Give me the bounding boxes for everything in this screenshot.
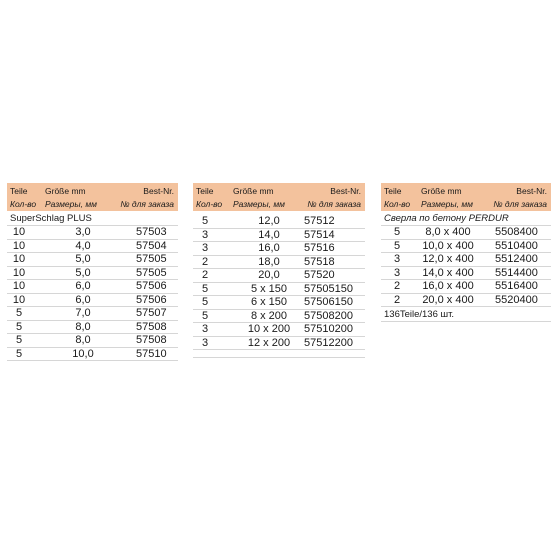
table-end-rule <box>193 350 365 358</box>
cell-size: 12 x 200 <box>247 336 291 349</box>
cell-qty: 10 <box>12 253 26 265</box>
table-3 <box>381 183 551 322</box>
header-size-de: Größe mm <box>233 186 274 196</box>
cell-article: 57505150 <box>304 282 353 295</box>
cell-article: 57507 <box>136 307 167 319</box>
header-art-ru: № для заказа <box>120 199 174 209</box>
cell-size: 18,0 <box>258 255 280 268</box>
header-size-ru: Размеры, мм <box>45 199 97 209</box>
cell-size: 16,0 <box>258 242 280 254</box>
cell-article: 57518 <box>304 255 335 268</box>
header-size-de: Größe mm <box>45 186 86 196</box>
cell-qty: 10 <box>12 226 26 238</box>
header-qty-de: Teile <box>196 186 214 196</box>
cell-article: 5516400 <box>495 280 538 292</box>
cell-article: 57505 <box>136 253 167 265</box>
table-subtitle: SuperSchlag PLUS <box>7 211 178 226</box>
table-row <box>7 294 178 308</box>
cell-size: 6,0 <box>75 280 91 292</box>
table-row <box>193 296 365 310</box>
cell-size: 4,0 <box>75 239 91 252</box>
cell-article: 5512400 <box>495 253 538 265</box>
cell-article: 57512200 <box>304 336 353 349</box>
cell-article: 57516 <box>304 242 335 254</box>
table-row <box>193 283 365 297</box>
cell-size: 8 x 200 <box>250 309 288 322</box>
cell-size: 3,0 <box>75 226 91 238</box>
cell-qty: 2 <box>201 269 209 281</box>
header-size-de: Größe mm <box>421 186 462 196</box>
table-row <box>7 267 178 281</box>
cell-size: 16,0 x 400 <box>422 280 474 292</box>
header-art-de: Best-Nr. <box>330 186 361 196</box>
table-row <box>381 267 551 281</box>
table-row <box>7 321 178 335</box>
cell-size: 8,0 x 400 <box>425 226 471 238</box>
cell-article: 5510400 <box>495 239 538 252</box>
cell-qty: 10 <box>12 239 26 252</box>
table-header <box>7 183 178 211</box>
cell-qty: 10 <box>12 280 26 292</box>
cell-size: 6,0 <box>75 293 91 306</box>
table-row <box>193 337 365 351</box>
cell-qty: 5 <box>201 309 209 322</box>
cell-qty: 3 <box>201 336 209 349</box>
table-row <box>7 334 178 348</box>
cell-size: 14,0 x 400 <box>422 266 474 279</box>
table-1 <box>7 183 178 361</box>
cell-qty: 2 <box>393 293 401 306</box>
header-art-de: Best-Nr. <box>516 186 547 196</box>
table-row <box>193 229 365 243</box>
cell-article: 57508200 <box>304 309 353 322</box>
table-row <box>7 240 178 254</box>
cell-qty: 10 <box>12 266 26 279</box>
table-header <box>381 183 551 211</box>
table-row <box>381 226 551 240</box>
header-art-ru: № для заказа <box>307 199 361 209</box>
table-row <box>381 240 551 254</box>
cell-article: 57504 <box>136 239 167 252</box>
cell-size: 6 x 150 <box>250 296 288 308</box>
cell-size: 12,0 x 400 <box>422 253 474 265</box>
table-subtitle: Сверла по бетону PERDUR <box>381 211 551 226</box>
cell-size: 5,0 <box>75 266 91 279</box>
header-qty-ru: Кол-во <box>196 199 223 209</box>
cell-article: 57505 <box>136 266 167 279</box>
table-row <box>193 310 365 324</box>
cell-qty: 3 <box>201 323 209 335</box>
cell-size: 8,0 <box>75 334 91 346</box>
header-size-ru: Размеры, мм <box>233 199 285 209</box>
cell-qty: 5 <box>393 239 401 252</box>
cell-size: 5,0 <box>75 253 91 265</box>
table-row <box>7 280 178 294</box>
cell-qty: 5 <box>201 282 209 295</box>
cell-article: 57506 <box>136 280 167 292</box>
cell-qty: 2 <box>201 255 209 268</box>
cell-article: 57506150 <box>304 296 353 308</box>
cell-qty: 3 <box>393 266 401 279</box>
cell-article: 5514400 <box>495 266 538 279</box>
table-row <box>193 256 365 270</box>
cell-article: 57508 <box>136 320 167 333</box>
cell-qty: 5 <box>393 226 401 238</box>
cell-article: 57510200 <box>304 323 353 335</box>
table-row <box>193 215 365 229</box>
table-row <box>193 269 365 283</box>
cell-qty: 5 <box>201 296 209 308</box>
header-qty-de: Teile <box>384 186 402 196</box>
cell-size: 12,0 <box>258 215 280 227</box>
cell-size: 10,0 x 400 <box>422 239 474 252</box>
header-art-ru: № для заказа <box>493 199 547 209</box>
cell-qty: 3 <box>201 242 209 254</box>
cell-size: 8,0 <box>75 320 91 333</box>
table-row <box>7 226 178 240</box>
table-row <box>381 253 551 267</box>
cell-size: 7,0 <box>75 307 91 319</box>
cell-qty: 5 <box>15 307 23 319</box>
cell-qty: 5 <box>15 347 23 360</box>
table-row <box>193 323 365 337</box>
cell-article: 57512 <box>304 215 335 227</box>
cell-size: 10 x 200 <box>247 323 291 335</box>
cell-article: 57514 <box>304 228 335 241</box>
table-row <box>7 253 178 267</box>
cell-qty: 5 <box>201 215 209 227</box>
header-art-de: Best-Nr. <box>143 186 174 196</box>
cell-qty: 10 <box>12 293 26 306</box>
table-2 <box>193 183 365 358</box>
cell-qty: 5 <box>15 334 23 346</box>
cell-article: 57510 <box>136 347 167 360</box>
cell-size: 14,0 <box>258 228 280 241</box>
cell-qty: 5 <box>15 320 23 333</box>
table-row <box>7 348 178 362</box>
cell-article: 57503 <box>136 226 167 238</box>
cell-size: 20,0 x 400 <box>422 293 474 306</box>
table-footer: 136Teile/136 шт. <box>381 307 551 322</box>
cell-qty: 3 <box>201 228 209 241</box>
table-row <box>381 294 551 308</box>
cell-article: 57508 <box>136 334 167 346</box>
header-qty-de: Teile <box>10 186 28 196</box>
cell-qty: 2 <box>393 280 401 292</box>
cell-size: 10,0 <box>72 347 94 360</box>
cell-size: 5 x 150 <box>250 282 288 295</box>
header-qty-ru: Кол-во <box>384 199 411 209</box>
cell-article: 57520 <box>304 269 335 281</box>
header-size-ru: Размеры, мм <box>421 199 473 209</box>
cell-qty: 3 <box>393 253 401 265</box>
header-qty-ru: Кол-во <box>10 199 37 209</box>
table-row <box>7 307 178 321</box>
cell-size: 20,0 <box>258 269 280 281</box>
table-row <box>381 280 551 294</box>
cell-article: 5520400 <box>495 293 538 306</box>
table-header <box>193 183 365 211</box>
table-row <box>193 242 365 256</box>
cell-article: 5508400 <box>495 226 538 238</box>
cell-article: 57506 <box>136 293 167 306</box>
